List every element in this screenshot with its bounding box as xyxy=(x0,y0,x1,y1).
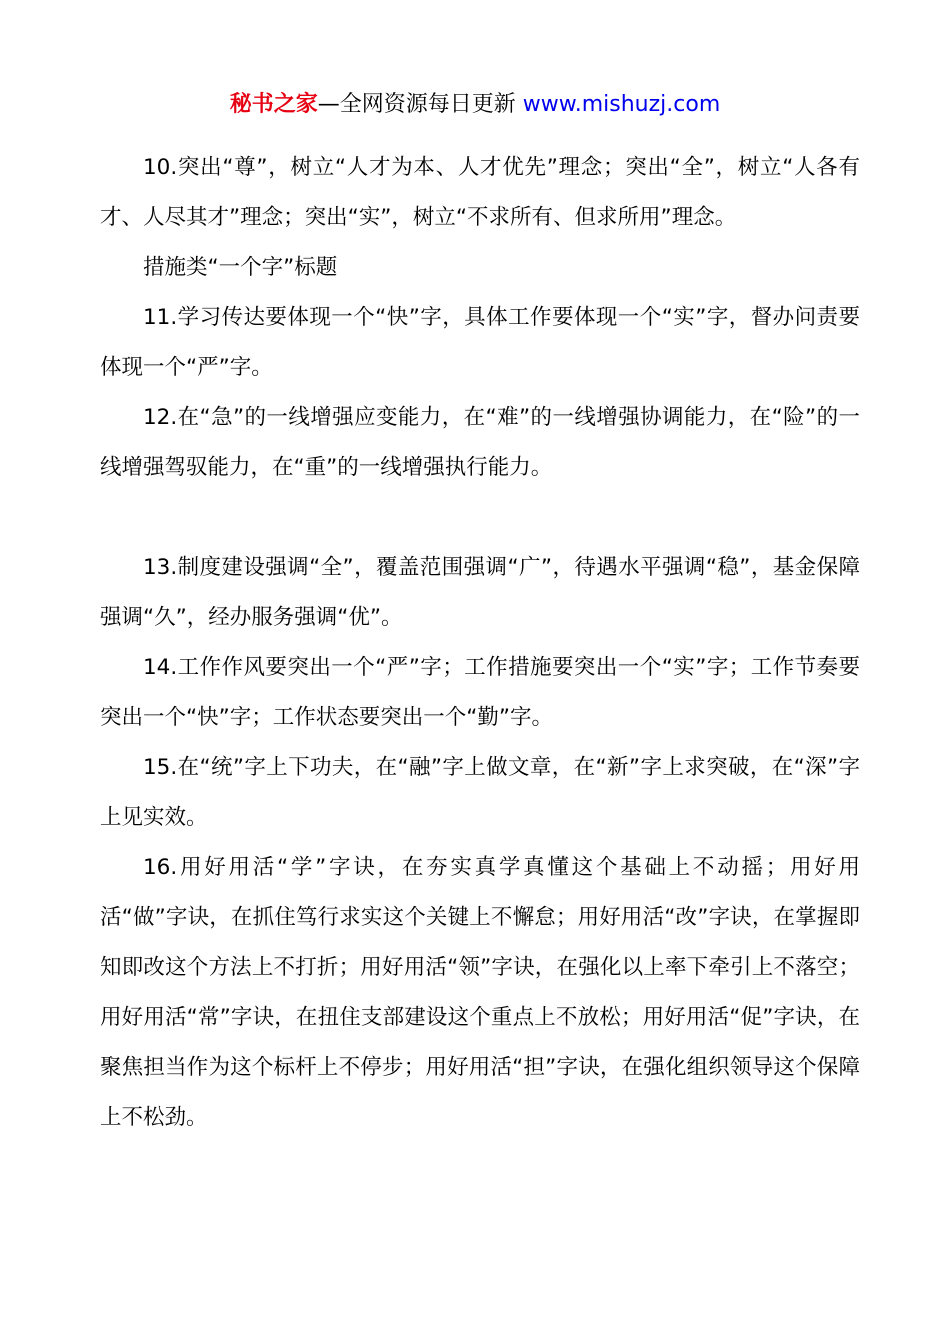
site-url-link[interactable]: www.mishuzj.com xyxy=(522,92,721,117)
paragraph-15: 15.在“统”字上下功夫，在“融”字上做文章，在“新”字上求突破，在“深”字上见实效。 xyxy=(100,755,860,830)
document-body xyxy=(100,143,860,1143)
paragraph-11: 11.学习传达要体现一个“快”字，具体工作要体现一个“实”字，督办问责要体现一个“严”字。 xyxy=(100,305,860,380)
page-header xyxy=(0,88,950,122)
paragraph-12: 12.在“急”的一线增强应变能力，在“难”的一线增强协调能力，在“险”的一线增强驾驭能力，在“重”的一线增强执行能力。 xyxy=(100,405,860,480)
paragraph-14: 14.工作作风要突出一个“严”字；工作措施要突出一个“实”字；工作节奏要突出一个“快”字；工作状态要突出一个“勤”字。 xyxy=(100,655,860,730)
section-heading: 措施类“一个字”标题 xyxy=(143,255,338,280)
paragraph-10: 10.突出“尊”，树立“人才为本、人才优先”理念；突出“全”，树立“人各有才、人尽其才”理念；突出“实”，树立“不求所有、但求所用”理念。 xyxy=(100,155,860,230)
brand-name: 秘书之家 xyxy=(229,92,318,117)
paragraph-16: 16.用好用活“学”字诀，在夯实真学真懂这个基础上不动摇；用好用活“做”字诀，在抓住笃行求实这个关键上不懈怠；用好用活“改”字诀，在掌握即知即改这个方法上不打折；用好用活“领”字诀，在强化以上率下牵引上不落空；用好用活“常”字诀，在扭住支部建设这个重点上不放松；用好用活“促”字诀，在聚焦担当作为这个标杆上不停步；用好用活“担”字诀，在强化组织领导这个保障上不松劲。 xyxy=(100,855,860,1130)
blank-line xyxy=(100,493,860,543)
paragraph-13: 13.制度建设强调“全”，覆盖范围强调“广”，待遇水平强调“稳”，基金保障强调“久”，经办服务强调“优”。 xyxy=(100,555,860,630)
header-tagline: —全网资源每日更新 xyxy=(317,92,523,117)
